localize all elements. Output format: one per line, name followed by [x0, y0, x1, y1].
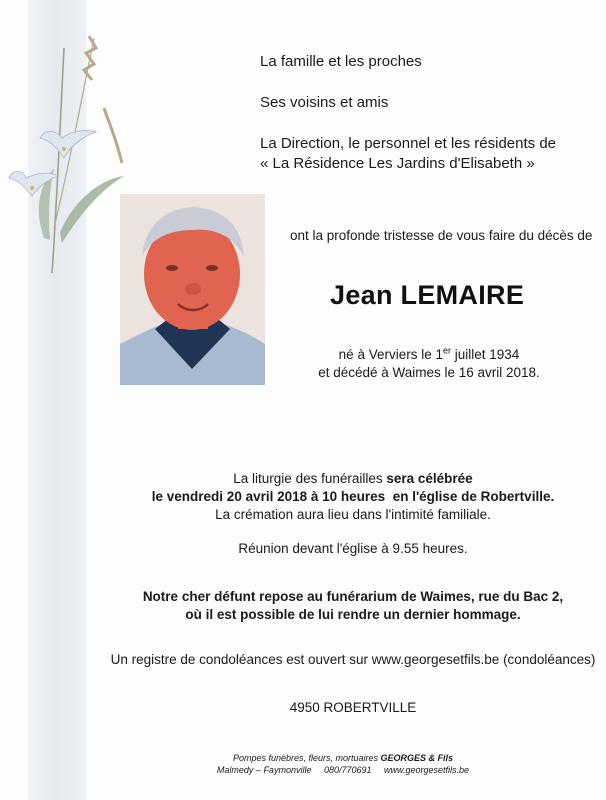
- death-line: et décédé à Waimes le 16 avril 2018.: [318, 365, 540, 380]
- funeral-home-line-1: Notre cher défunt repose au funérarium de Waimes, rue du Bac 2,: [142, 589, 564, 604]
- deceased-portrait: [120, 194, 265, 385]
- header-family: La famille et les proches: [260, 53, 422, 70]
- header-neighbors: Ses voisins et amis: [260, 94, 389, 111]
- ceremony-info: [100, 470, 606, 524]
- deceased-name: Jean LEMAIRE: [330, 280, 525, 310]
- address: 4950 ROBERTVILLE: [289, 700, 417, 715]
- funeral-home-info: [100, 588, 606, 624]
- ceremony-line-2: le vendredi 20 avril 2018 à 10 heures en l'église de Robertville.: [151, 489, 555, 504]
- footer-line-1: Pompes funèbres, fleurs, mortuaires GEORGES & Fils: [232, 753, 454, 763]
- ceremony-line-1: La liturgie des funérailles sera célébrée: [233, 471, 473, 486]
- condolences-info: Un registre de condoléances est ouvert sur www.georgesetfils.be (condoléances): [110, 652, 596, 667]
- header-direction: La Direction, le personnel et les résidents de: [260, 135, 557, 152]
- announcement-intro: ont la profonde tristesse de vous faire du décès de: [290, 228, 593, 243]
- lily-flower-icon: [4, 28, 134, 278]
- footer-line-2: Malmedy – Faymonville 080/770691 www.georgesetfils.be: [216, 765, 470, 775]
- funeral-home-line-2: où il est possible de lui rendre un dernier hommage.: [185, 607, 521, 622]
- birth-death-info: [304, 346, 554, 382]
- birth-line: né à Verviers le 1er juillet 1934: [338, 345, 520, 362]
- meeting-info: Réunion devant l'église à 9.55 heures.: [238, 541, 468, 556]
- funeral-director-footer: [180, 752, 506, 776]
- cremation-line: La crémation aura lieu dans l'intimité familiale.: [215, 507, 491, 522]
- header-residence: « La Résidence Les Jardins d'Elisabeth »: [260, 155, 535, 172]
